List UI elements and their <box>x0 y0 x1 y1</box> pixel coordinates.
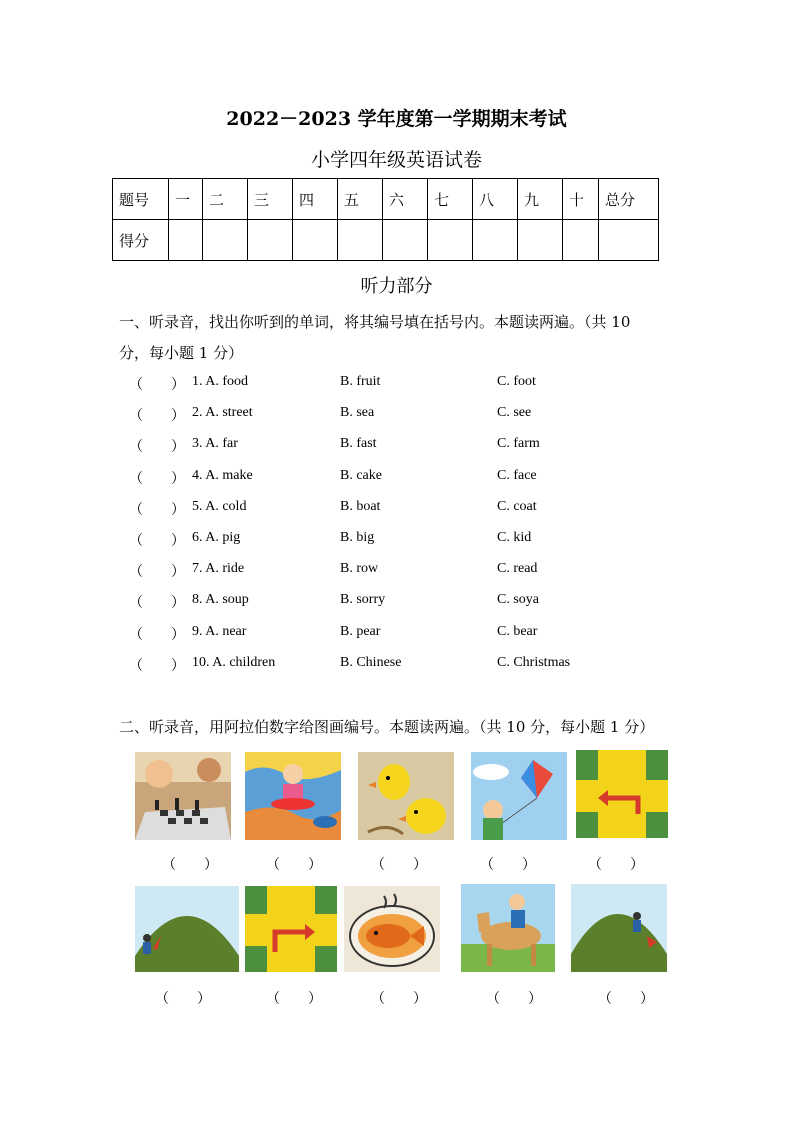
swimming-girl-picture <box>245 752 341 840</box>
option-b: B. fruit <box>340 374 381 389</box>
option-c: C. Christmas <box>497 655 571 670</box>
option-a: 4. A. make <box>192 468 253 483</box>
option-a: 6. A. pig <box>192 530 241 545</box>
answer-blank[interactable]: （ ） <box>129 659 185 674</box>
option-c: C. see <box>497 405 532 420</box>
chicks-picture <box>358 752 454 840</box>
score-input-cell[interactable] <box>169 220 203 261</box>
picture-number-blank[interactable]: （ ） <box>371 858 427 873</box>
answer-blank[interactable]: （ ） <box>129 628 185 643</box>
option-a: 5. A. cold <box>192 499 247 514</box>
picture-number-blank[interactable]: （ ） <box>266 992 322 1007</box>
score-cell: 六 <box>383 179 428 220</box>
score-cell: 八 <box>473 179 518 220</box>
score-input-cell[interactable] <box>599 220 659 261</box>
turn-right-sign-picture <box>245 886 337 972</box>
section2-instruction: 二、听录音，用阿拉伯数字给图画编号。本题读两遍。（共 10 分，每小题 1 分） <box>119 718 655 736</box>
score-cell: 总分 <box>599 179 659 220</box>
exam-title: 2022－2023 学年度第一学期期末考试 <box>226 108 567 130</box>
score-input-cell[interactable] <box>383 220 428 261</box>
option-b: B. cake <box>340 468 382 483</box>
option-c: C. soya <box>497 592 539 607</box>
score-cell: 四 <box>293 179 338 220</box>
option-c: C. foot <box>497 374 536 389</box>
picture-number-blank[interactable]: （ ） <box>162 858 218 873</box>
answer-blank[interactable]: （ ） <box>129 409 185 424</box>
picture-number-blank[interactable]: （ ） <box>588 858 644 873</box>
turn-left-sign-picture <box>576 750 668 838</box>
score-input-cell[interactable] <box>203 220 248 261</box>
answer-blank[interactable]: （ ） <box>129 534 185 549</box>
option-c: C. farm <box>497 436 540 451</box>
answer-blank[interactable]: （ ） <box>129 440 185 455</box>
option-b: B. row <box>340 561 379 576</box>
option-a: 2. A. street <box>192 405 253 420</box>
score-input-cell[interactable] <box>248 220 293 261</box>
option-b: B. pear <box>340 624 381 639</box>
score-input-cell[interactable] <box>518 220 563 261</box>
option-a: 10. A. children <box>192 655 276 670</box>
option-a: 1. A. food <box>192 374 248 389</box>
section1-instruction-line1: 一、听录音，找出你听到的单词，将其编号填在括号内。本题读两遍。（共 10 <box>119 313 631 331</box>
answer-blank[interactable]: （ ） <box>129 503 185 518</box>
answer-blank[interactable]: （ ） <box>129 565 185 580</box>
option-a: 8. A. soup <box>192 592 249 607</box>
option-b: B. boat <box>340 499 381 514</box>
score-input-cell[interactable] <box>473 220 518 261</box>
horse-riding-picture <box>461 884 555 972</box>
exam-subtitle: 小学四年级英语试卷 <box>310 149 482 171</box>
chess-picture <box>135 752 231 840</box>
option-c: C. read <box>497 561 538 576</box>
climb-up-hill-picture <box>135 886 239 972</box>
score-cell: 七 <box>428 179 473 220</box>
option-c: C. coat <box>497 499 537 514</box>
option-b: B. Chinese <box>340 655 402 670</box>
option-c: C. kid <box>497 530 532 545</box>
section1-instruction-line2: 分，每小题 1 分） <box>119 344 244 362</box>
score-row-label: 得分 <box>113 220 169 261</box>
picture-number-blank[interactable]: （ ） <box>155 992 211 1007</box>
score-table-header-row <box>113 179 659 220</box>
picture-number-blank[interactable]: （ ） <box>480 858 536 873</box>
score-table <box>112 178 659 261</box>
answer-blank[interactable]: （ ） <box>129 596 185 611</box>
option-a: 9. A. near <box>192 624 247 639</box>
option-c: C. bear <box>497 624 538 639</box>
score-cell: 一 <box>169 179 203 220</box>
score-cell: 三 <box>248 179 293 220</box>
score-cell: 九 <box>518 179 563 220</box>
listening-heading: 听力部分 <box>360 276 433 297</box>
picture-number-blank[interactable]: （ ） <box>266 858 322 873</box>
option-b: B. big <box>340 530 375 545</box>
score-input-cell[interactable] <box>338 220 383 261</box>
score-input-cell[interactable] <box>428 220 473 261</box>
score-cell: 题号 <box>113 179 169 220</box>
score-cell: 二 <box>203 179 248 220</box>
fish-dish-picture <box>344 886 440 972</box>
go-down-hill-picture <box>571 884 667 972</box>
option-b: B. sea <box>340 405 375 420</box>
picture-number-blank[interactable]: （ ） <box>371 992 427 1007</box>
option-a: 7. A. ride <box>192 561 245 576</box>
picture-number-blank[interactable]: （ ） <box>598 992 654 1007</box>
option-b: B. sorry <box>340 592 386 607</box>
kite-picture <box>471 752 567 840</box>
score-table-score-row <box>113 220 659 261</box>
score-input-cell[interactable] <box>563 220 599 261</box>
score-cell: 五 <box>338 179 383 220</box>
score-cell: 十 <box>563 179 599 220</box>
option-b: B. fast <box>340 436 377 451</box>
answer-blank[interactable]: （ ） <box>129 378 185 393</box>
answer-blank[interactable]: （ ） <box>129 472 185 487</box>
score-input-cell[interactable] <box>293 220 338 261</box>
option-c: C. face <box>497 468 537 483</box>
option-a: 3. A. far <box>192 436 238 451</box>
picture-number-blank[interactable]: （ ） <box>486 992 542 1007</box>
